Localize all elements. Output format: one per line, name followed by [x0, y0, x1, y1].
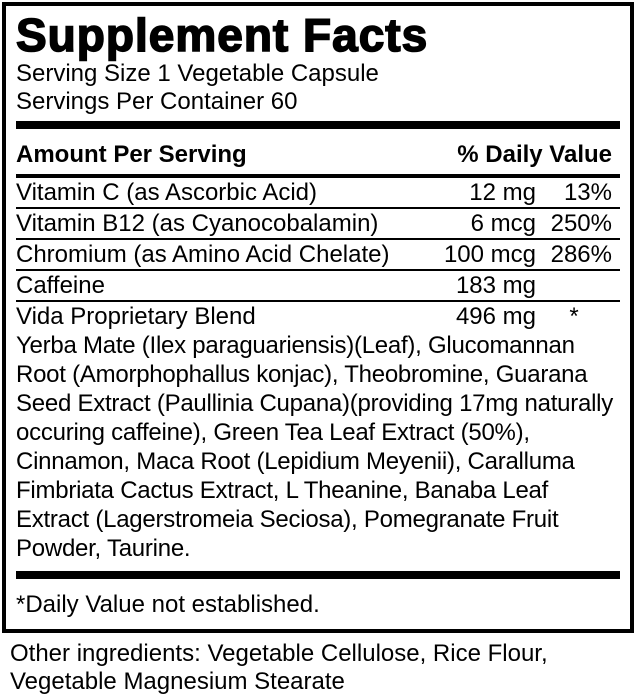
divider-thick-bottom [16, 571, 620, 579]
blend-ingredients-description: Yerba Mate (Ilex paraguariensis)(Leaf), Glucomannan Root (Amorphophallus konjac), Theobromine, Guarana Seed Extract (Paullinia Cupana)(providing 17mg naturally occuring caffeine), Green Tea Leaf Extract (50%), Cinnamon, Maca Root (Lepidium Meyenii), Caralluma Fimbriata Cactus Extract, L Theanine, Banaba Leaf Extract (Lagerstromeia Seciosa), Pomegranate Fruit Powder, Taurine. [16, 332, 613, 562]
nutrient-name: Caffeine [16, 272, 105, 299]
nutrient-daily-value: 13% [563, 179, 612, 206]
table-row-vitamin-b12 [16, 207, 620, 238]
header-amount-per-serving: Amount Per Serving [16, 141, 247, 168]
serving-size: Serving Size 1 Vegetable Capsule [16, 60, 379, 87]
nutrient-amount: 100 mcg [443, 241, 536, 268]
table-row-proprietary-blend [16, 300, 620, 331]
nutrient-name: Vida Proprietary Blend [16, 303, 256, 330]
nutrient-name: Vitamin C (as Ascorbic Acid) [16, 179, 317, 206]
nutrient-daily-value: 286% [550, 241, 612, 268]
nutrient-name: Vitamin B12 (as Cyanocobalamin) [16, 210, 379, 237]
panel-title: Supplement Facts [16, 9, 429, 61]
supplement-facts-panel [2, 2, 634, 633]
daily-value-footnote: *Daily Value not established. [16, 591, 320, 618]
nutrient-name: Chromium (as Amino Acid Chelate) [16, 241, 390, 268]
header-percent-daily-value: % Daily Value [457, 141, 612, 168]
nutrient-amount: 12 mg [469, 179, 536, 206]
nutrient-amount: 183 mg [455, 272, 536, 299]
table-row-vitamin-c [16, 178, 620, 207]
nutrient-daily-value: 250% [550, 210, 612, 237]
servings-per-container: Servings Per Container 60 [16, 88, 298, 115]
divider-thick-top [16, 121, 620, 129]
nutrient-table [16, 178, 620, 331]
table-header-row [16, 133, 620, 174]
table-row-chromium [16, 238, 620, 269]
table-row-caffeine [16, 269, 620, 300]
nutrient-amount: 6 mcg [470, 210, 536, 237]
nutrient-daily-value: * [569, 303, 579, 330]
nutrient-amount: 496 mg [455, 303, 536, 330]
other-ingredients: Other ingredients: Vegetable Cellulose, Rice Flour, Vegetable Magnesium Stearate [10, 640, 548, 695]
